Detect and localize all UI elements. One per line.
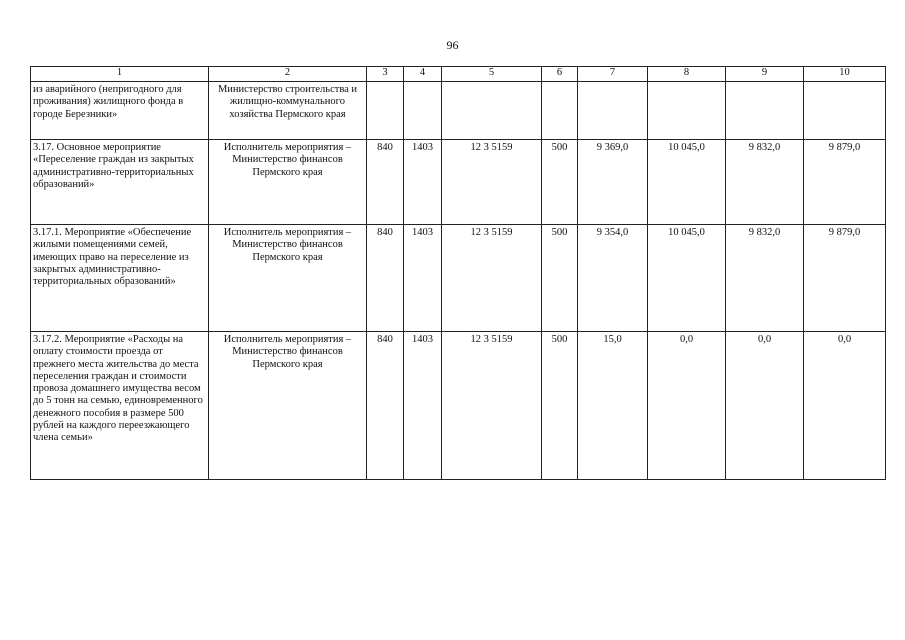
table-row [31,82,886,140]
grbs-cell: 840 [367,140,404,225]
column-header: 1 [31,67,209,82]
column-header: 5 [442,67,542,82]
amount-cell: 9 354,0 [578,225,648,332]
table-row [31,140,886,225]
executor-cell: Исполнитель мероприятия – Министерство финансов Пермского края [209,140,367,225]
amount-cell: 15,0 [578,332,648,480]
section-cell [404,82,442,140]
expense-type-cell: 500 [542,332,578,480]
section-cell: 1403 [404,225,442,332]
executor-cell: Исполнитель мероприятия – Министерство финансов Пермского края [209,225,367,332]
amount-cell: 10 045,0 [648,140,726,225]
target-article-cell [442,82,542,140]
expense-type-cell [542,82,578,140]
expense-type-cell: 500 [542,140,578,225]
amount-cell: 9 879,0 [804,140,886,225]
column-header: 6 [542,67,578,82]
amount-cell: 10 045,0 [648,225,726,332]
amount-cell [804,82,886,140]
expense-type-cell: 500 [542,225,578,332]
grbs-cell: 840 [367,332,404,480]
target-article-cell: 12 3 5159 [442,332,542,480]
program-name-cell: 3.17. Основное мероприятие «Переселение граждан из закрытых административно-территориальных образований» [31,140,209,225]
executor-cell: Исполнитель мероприятия – Министерство финансов Пермского края [209,332,367,480]
amount-cell: 0,0 [804,332,886,480]
grbs-cell: 840 [367,225,404,332]
amount-cell: 9 832,0 [726,225,804,332]
target-article-cell: 12 3 5159 [442,140,542,225]
section-cell: 1403 [404,140,442,225]
table-row [31,225,886,332]
column-number-row [31,67,886,82]
amount-cell [578,82,648,140]
column-header: 4 [404,67,442,82]
amount-cell: 9 832,0 [726,140,804,225]
program-name-cell: из аварийного (непригодного для проживания) жилищного фонда в городе Березники» [31,82,209,140]
amount-cell: 9 369,0 [578,140,648,225]
program-name-cell: 3.17.1. Мероприятие «Обеспечение жилыми помещениями семей, имеющих право на переселение из закрытых административно-территориальных образований» [31,225,209,332]
amount-cell [726,82,804,140]
target-article-cell: 12 3 5159 [442,225,542,332]
column-header: 7 [578,67,648,82]
column-header: 3 [367,67,404,82]
executor-cell: Министерство строительства и жилищно-коммунального хозяйства Пермского края [209,82,367,140]
program-name-cell: 3.17.2. Мероприятие «Расходы на оплату стоимости проезда от прежнего места жительства до места переселения граждан и стоимости провоза домашнего имущества весом до 5 тонн на семью, единовременного денежного пособия в размере 500 рублей на каждого переезжающего члена семьи» [31,332,209,480]
amount-cell: 9 879,0 [804,225,886,332]
column-header: 9 [726,67,804,82]
amount-cell: 0,0 [726,332,804,480]
amount-cell: 0,0 [648,332,726,480]
column-header: 10 [804,67,886,82]
section-cell: 1403 [404,332,442,480]
page-number: 96 [446,38,459,52]
budget-table [30,66,886,480]
table-row [31,332,886,480]
amount-cell [648,82,726,140]
grbs-cell [367,82,404,140]
column-header: 8 [648,67,726,82]
column-header: 2 [209,67,367,82]
